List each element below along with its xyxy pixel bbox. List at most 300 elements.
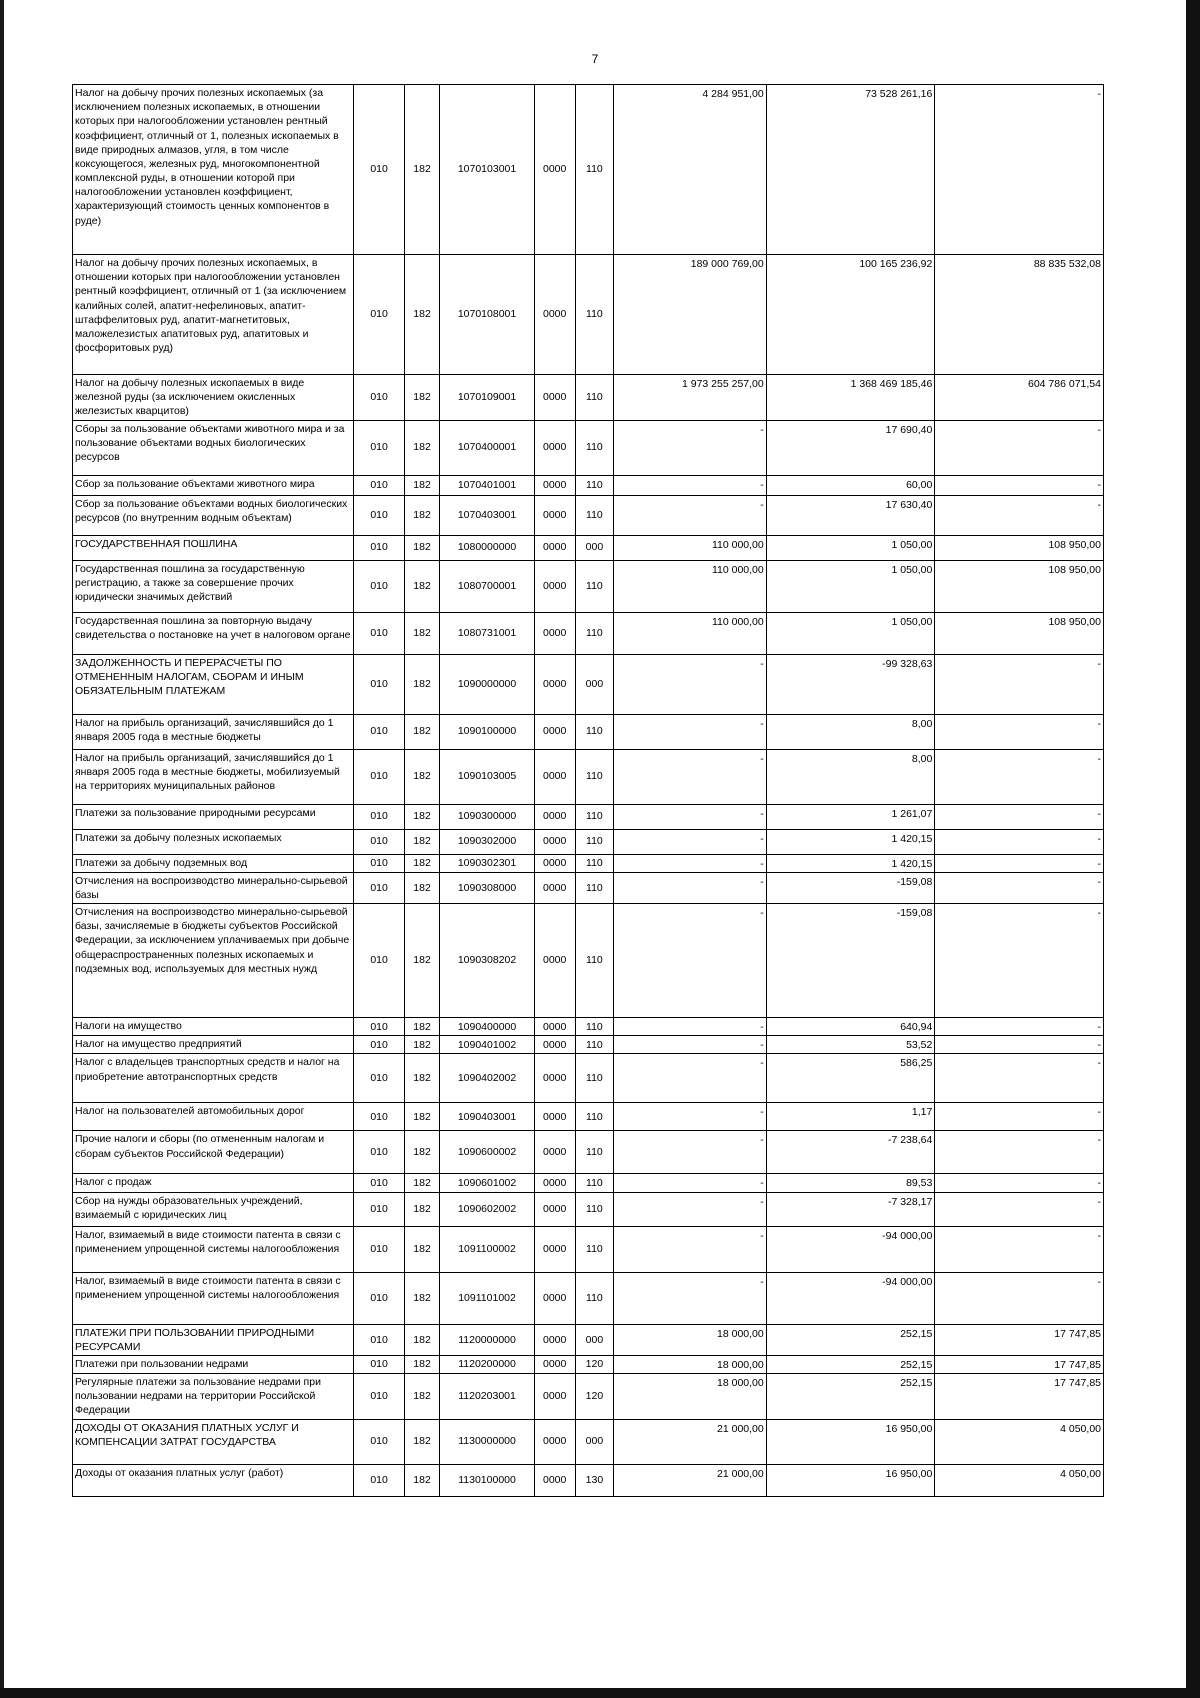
- row-value-col8-cell: 89,53: [766, 1174, 935, 1192]
- row-value-col9-cell: -: [935, 1272, 1104, 1324]
- row-value-col9-cell: -: [935, 1131, 1104, 1174]
- row-class-code-cell: 000: [575, 654, 614, 714]
- row-value-col9-cell: 604 786 071,54: [935, 375, 1104, 421]
- row-code-col2-cell: 010: [354, 255, 404, 375]
- row-value-col7-cell: -: [614, 1054, 767, 1103]
- row-value-col8-cell: 1 050,00: [766, 560, 935, 612]
- row-value-col7-cell: -: [614, 1018, 767, 1036]
- row-admin-code-cell: 182: [404, 654, 439, 714]
- row-value-col9-cell: 108 950,00: [935, 560, 1104, 612]
- row-value-col7-cell: -: [614, 1103, 767, 1131]
- row-value-col9-cell: -: [935, 1103, 1104, 1131]
- row-admin-code-cell: 182: [404, 1192, 439, 1226]
- row-name-cell: Налог, взимаемый в виде стоимости патента в связи с применением упрощенной системы налогообложения: [73, 1226, 354, 1272]
- table-row: [73, 535, 1104, 560]
- row-program-code-cell: 0000: [534, 1018, 575, 1036]
- row-admin-code-cell: 182: [404, 714, 439, 749]
- row-kbk-code-cell: 1070400001: [440, 420, 535, 475]
- row-kbk-code-cell: 1090302301: [440, 854, 535, 872]
- row-kbk-code-cell: 1120200000: [440, 1355, 535, 1373]
- row-admin-code-cell: 182: [404, 255, 439, 375]
- row-name-cell: Платежи за добычу подземных вод: [73, 854, 354, 872]
- row-admin-code-cell: 182: [404, 1131, 439, 1174]
- row-value-col8-cell: 252,15: [766, 1374, 935, 1420]
- row-class-code-cell: 110: [575, 1036, 614, 1054]
- row-value-col7-cell: -: [614, 714, 767, 749]
- row-value-col9-cell: -: [935, 85, 1104, 255]
- row-value-col9-cell: 17 747,85: [935, 1355, 1104, 1373]
- row-code-col2-cell: 010: [354, 1192, 404, 1226]
- row-name-cell: Налог на добычу прочих полезных ископаемых (за исключением полезных ископаемых, в отношении которых при налогообложении установлен рентный коэффициент, отличный от 1, полезных ископаемых в виде природных алмазов, угля, в том числе коксующегося, железных руд, многокомпонентной комплексной руды, в отношении которой при налогообложении установлен коэффициент, характеризующий стоимость ценных компонентов в руде): [73, 85, 354, 255]
- row-value-col7-cell: -: [614, 829, 767, 854]
- row-name-cell: Регулярные платежи за пользование недрами при пользовании недрами на территории Российской Федерации: [73, 1374, 354, 1420]
- row-value-col8-cell: 1 420,15: [766, 854, 935, 872]
- row-kbk-code-cell: 1070401001: [440, 475, 535, 495]
- row-value-col7-cell: -: [614, 1036, 767, 1054]
- row-program-code-cell: 0000: [534, 804, 575, 829]
- row-code-col2-cell: 010: [354, 85, 404, 255]
- row-class-code-cell: 110: [575, 872, 614, 903]
- row-value-col7-cell: -: [614, 1174, 767, 1192]
- row-admin-code-cell: 182: [404, 560, 439, 612]
- row-value-col9-cell: -: [935, 749, 1104, 804]
- row-program-code-cell: 0000: [534, 560, 575, 612]
- row-name-cell: Налог на имущество предприятий: [73, 1036, 354, 1054]
- row-name-cell: Сборы за пользование объектами животного мира и за пользование объектами водных биологических ресурсов: [73, 420, 354, 475]
- row-value-col7-cell: 18 000,00: [614, 1355, 767, 1373]
- row-code-col2-cell: 010: [354, 1131, 404, 1174]
- row-admin-code-cell: 182: [404, 612, 439, 654]
- row-value-col8-cell: 586,25: [766, 1054, 935, 1103]
- row-kbk-code-cell: 1080700001: [440, 560, 535, 612]
- row-code-col2-cell: 010: [354, 872, 404, 903]
- row-value-col8-cell: -94 000,00: [766, 1272, 935, 1324]
- row-kbk-code-cell: 1090402002: [440, 1054, 535, 1103]
- row-admin-code-cell: 182: [404, 375, 439, 421]
- row-program-code-cell: 0000: [534, 475, 575, 495]
- row-code-col2-cell: 010: [354, 854, 404, 872]
- row-admin-code-cell: 182: [404, 1054, 439, 1103]
- row-name-cell: Налог с владельцев транспортных средств и налог на приобретение автотранспортных средств: [73, 1054, 354, 1103]
- budget-revenue-table: [72, 84, 1104, 1497]
- row-kbk-code-cell: 1090602002: [440, 1192, 535, 1226]
- row-class-code-cell: 110: [575, 804, 614, 829]
- row-name-cell: Сбор за пользование объектами водных биологических ресурсов (по внутренним водным объектам): [73, 495, 354, 535]
- row-value-col9-cell: -: [935, 872, 1104, 903]
- table-row: [73, 1272, 1104, 1324]
- row-kbk-code-cell: 1090401002: [440, 1036, 535, 1054]
- row-class-code-cell: 110: [575, 1054, 614, 1103]
- table-row: [73, 872, 1104, 903]
- row-program-code-cell: 0000: [534, 612, 575, 654]
- row-name-cell: Налог на пользователей автомобильных дорог: [73, 1103, 354, 1131]
- table-row: [73, 420, 1104, 475]
- row-admin-code-cell: 182: [404, 1226, 439, 1272]
- row-program-code-cell: 0000: [534, 1374, 575, 1420]
- row-name-cell: Прочие налоги и сборы (по отмененным налогам и сборам субъектов Российской Федерации): [73, 1131, 354, 1174]
- row-value-col8-cell: 100 165 236,92: [766, 255, 935, 375]
- row-class-code-cell: 000: [575, 1419, 614, 1464]
- table-row: [73, 1036, 1104, 1054]
- row-admin-code-cell: 182: [404, 495, 439, 535]
- row-value-col8-cell: 1,17: [766, 1103, 935, 1131]
- row-class-code-cell: 120: [575, 1355, 614, 1373]
- row-class-code-cell: 110: [575, 904, 614, 1018]
- row-value-col8-cell: 17 630,40: [766, 495, 935, 535]
- table-row: [73, 1374, 1104, 1420]
- row-class-code-cell: 110: [575, 475, 614, 495]
- table-row: [73, 1464, 1104, 1496]
- row-code-col2-cell: 010: [354, 749, 404, 804]
- row-value-col8-cell: 16 950,00: [766, 1419, 935, 1464]
- row-admin-code-cell: 182: [404, 1355, 439, 1373]
- row-kbk-code-cell: 1090400000: [440, 1018, 535, 1036]
- row-value-col7-cell: -: [614, 1272, 767, 1324]
- row-program-code-cell: 0000: [534, 85, 575, 255]
- row-value-col7-cell: 4 284 951,00: [614, 85, 767, 255]
- row-code-col2-cell: 010: [354, 1374, 404, 1420]
- row-code-col2-cell: 010: [354, 1174, 404, 1192]
- row-program-code-cell: 0000: [534, 1355, 575, 1373]
- row-name-cell: Государственная пошлина за государственную регистрацию, а также за совершение прочих юридически значимых действий: [73, 560, 354, 612]
- row-value-col9-cell: -: [935, 829, 1104, 854]
- row-program-code-cell: 0000: [534, 495, 575, 535]
- row-code-col2-cell: 010: [354, 1464, 404, 1496]
- table-row: [73, 1103, 1104, 1131]
- table-row: [73, 804, 1104, 829]
- row-code-col2-cell: 010: [354, 654, 404, 714]
- row-admin-code-cell: 182: [404, 1272, 439, 1324]
- row-class-code-cell: 110: [575, 1103, 614, 1131]
- row-value-col8-cell: -7 238,64: [766, 1131, 935, 1174]
- row-class-code-cell: 110: [575, 420, 614, 475]
- row-program-code-cell: 0000: [534, 1324, 575, 1355]
- row-value-col7-cell: -: [614, 904, 767, 1018]
- row-value-col7-cell: -: [614, 1131, 767, 1174]
- row-admin-code-cell: 182: [404, 1018, 439, 1036]
- row-admin-code-cell: 182: [404, 535, 439, 560]
- row-kbk-code-cell: 1090000000: [440, 654, 535, 714]
- row-value-col8-cell: 252,15: [766, 1324, 935, 1355]
- row-admin-code-cell: 182: [404, 420, 439, 475]
- row-value-col9-cell: -: [935, 1054, 1104, 1103]
- row-value-col8-cell: 1 420,15: [766, 829, 935, 854]
- row-value-col9-cell: -: [935, 475, 1104, 495]
- row-kbk-code-cell: 1090308000: [440, 872, 535, 903]
- row-code-col2-cell: 010: [354, 829, 404, 854]
- row-name-cell: ГОСУДАРСТВЕННАЯ ПОШЛИНА: [73, 535, 354, 560]
- row-value-col8-cell: -94 000,00: [766, 1226, 935, 1272]
- row-code-col2-cell: 010: [354, 714, 404, 749]
- row-value-col7-cell: 110 000,00: [614, 535, 767, 560]
- scan-edge-left: [0, 0, 4, 1698]
- row-program-code-cell: 0000: [534, 255, 575, 375]
- row-admin-code-cell: 182: [404, 1036, 439, 1054]
- row-value-col9-cell: -: [935, 1192, 1104, 1226]
- row-program-code-cell: 0000: [534, 535, 575, 560]
- table-row: [73, 654, 1104, 714]
- table-row: [73, 714, 1104, 749]
- row-value-col9-cell: -: [935, 1036, 1104, 1054]
- table-row: [73, 85, 1104, 255]
- row-kbk-code-cell: 1120203001: [440, 1374, 535, 1420]
- row-value-col7-cell: -: [614, 872, 767, 903]
- table-row: [73, 375, 1104, 421]
- row-class-code-cell: 110: [575, 829, 614, 854]
- row-value-col7-cell: 18 000,00: [614, 1374, 767, 1420]
- row-class-code-cell: 000: [575, 535, 614, 560]
- row-program-code-cell: 0000: [534, 872, 575, 903]
- row-program-code-cell: 0000: [534, 1103, 575, 1131]
- row-value-col8-cell: 60,00: [766, 475, 935, 495]
- row-kbk-code-cell: 1090403001: [440, 1103, 535, 1131]
- row-name-cell: Сбор за пользование объектами животного мира: [73, 475, 354, 495]
- row-code-col2-cell: 010: [354, 1272, 404, 1324]
- row-code-col2-cell: 010: [354, 495, 404, 535]
- row-value-col9-cell: -: [935, 904, 1104, 1018]
- row-kbk-code-cell: 1070109001: [440, 375, 535, 421]
- row-name-cell: Платежи за пользование природными ресурсами: [73, 804, 354, 829]
- row-code-col2-cell: 010: [354, 1226, 404, 1272]
- row-code-col2-cell: 010: [354, 535, 404, 560]
- row-code-col2-cell: 010: [354, 1054, 404, 1103]
- row-kbk-code-cell: 1091101002: [440, 1272, 535, 1324]
- row-class-code-cell: 120: [575, 1374, 614, 1420]
- row-program-code-cell: 0000: [534, 1036, 575, 1054]
- row-value-col9-cell: -: [935, 804, 1104, 829]
- row-code-col2-cell: 010: [354, 1103, 404, 1131]
- row-kbk-code-cell: 1090100000: [440, 714, 535, 749]
- row-value-col8-cell: -99 328,63: [766, 654, 935, 714]
- row-value-col7-cell: 110 000,00: [614, 612, 767, 654]
- row-value-col8-cell: 8,00: [766, 714, 935, 749]
- table-row: [73, 560, 1104, 612]
- table-row: [73, 1226, 1104, 1272]
- row-kbk-code-cell: 1070103001: [440, 85, 535, 255]
- row-kbk-code-cell: 1130000000: [440, 1419, 535, 1464]
- row-program-code-cell: 0000: [534, 1174, 575, 1192]
- row-class-code-cell: 000: [575, 1324, 614, 1355]
- row-program-code-cell: 0000: [534, 1226, 575, 1272]
- row-value-col9-cell: -: [935, 1226, 1104, 1272]
- row-value-col7-cell: 110 000,00: [614, 560, 767, 612]
- row-value-col8-cell: 53,52: [766, 1036, 935, 1054]
- row-program-code-cell: 0000: [534, 420, 575, 475]
- row-value-col9-cell: 17 747,85: [935, 1324, 1104, 1355]
- row-value-col8-cell: -159,08: [766, 872, 935, 903]
- row-program-code-cell: 0000: [534, 1054, 575, 1103]
- row-admin-code-cell: 182: [404, 1103, 439, 1131]
- row-kbk-code-cell: 1070108001: [440, 255, 535, 375]
- row-value-col7-cell: -: [614, 854, 767, 872]
- row-value-col8-cell: 1 050,00: [766, 535, 935, 560]
- row-name-cell: Доходы от оказания платных услуг (работ): [73, 1464, 354, 1496]
- row-class-code-cell: 110: [575, 854, 614, 872]
- table-row: [73, 1054, 1104, 1103]
- row-value-col7-cell: -: [614, 495, 767, 535]
- row-kbk-code-cell: 1130100000: [440, 1464, 535, 1496]
- row-value-col9-cell: 108 950,00: [935, 535, 1104, 560]
- row-name-cell: Платежи при пользовании недрами: [73, 1355, 354, 1373]
- row-value-col7-cell: 21 000,00: [614, 1419, 767, 1464]
- row-class-code-cell: 110: [575, 1192, 614, 1226]
- table-row: [73, 495, 1104, 535]
- row-value-col7-cell: -: [614, 1226, 767, 1272]
- table-row: [73, 475, 1104, 495]
- table-row: [73, 255, 1104, 375]
- row-name-cell: ДОХОДЫ ОТ ОКАЗАНИЯ ПЛАТНЫХ УСЛУГ И КОМПЕНСАЦИИ ЗАТРАТ ГОСУДАРСТВА: [73, 1419, 354, 1464]
- row-value-col9-cell: -: [935, 714, 1104, 749]
- row-program-code-cell: 0000: [534, 829, 575, 854]
- row-value-col7-cell: 18 000,00: [614, 1324, 767, 1355]
- row-program-code-cell: 0000: [534, 1419, 575, 1464]
- row-class-code-cell: 110: [575, 560, 614, 612]
- row-name-cell: Отчисления на воспроизводство минерально-сырьевой базы, зачисляемые в бюджеты субъектов Российской Федерации, за исключением уплачиваемых при добыче общераспространенных полезных ископаемых и подземных вод, используемых для местных нужд: [73, 904, 354, 1018]
- row-kbk-code-cell: 1090600002: [440, 1131, 535, 1174]
- row-name-cell: Налог на добычу прочих полезных ископаемых, в отношении которых при налогообложении установлен рентный коэффициент, отличный от 1 (за исключением калийных солей, апатит-нефелиновых, апатит-штаффелитовых руд, апатит-магнетитовых, маложелезистых апатитовых руд, апатитовых и фосфоритовых руд): [73, 255, 354, 375]
- row-kbk-code-cell: 1090302000: [440, 829, 535, 854]
- row-admin-code-cell: 182: [404, 1419, 439, 1464]
- row-kbk-code-cell: 1090601002: [440, 1174, 535, 1192]
- row-class-code-cell: 110: [575, 714, 614, 749]
- table-row: [73, 1018, 1104, 1036]
- row-name-cell: ПЛАТЕЖИ ПРИ ПОЛЬЗОВАНИИ ПРИРОДНЫМИ РЕСУРСАМИ: [73, 1324, 354, 1355]
- table-row: [73, 1131, 1104, 1174]
- row-kbk-code-cell: 1120000000: [440, 1324, 535, 1355]
- row-value-col7-cell: 189 000 769,00: [614, 255, 767, 375]
- table-row: [73, 1324, 1104, 1355]
- row-kbk-code-cell: 1090300000: [440, 804, 535, 829]
- row-code-col2-cell: 010: [354, 904, 404, 1018]
- row-program-code-cell: 0000: [534, 1131, 575, 1174]
- row-code-col2-cell: 010: [354, 560, 404, 612]
- row-value-col9-cell: -: [935, 654, 1104, 714]
- row-value-col7-cell: -: [614, 475, 767, 495]
- row-admin-code-cell: 182: [404, 749, 439, 804]
- row-class-code-cell: 110: [575, 1018, 614, 1036]
- row-code-col2-cell: 010: [354, 475, 404, 495]
- row-program-code-cell: 0000: [534, 375, 575, 421]
- row-program-code-cell: 0000: [534, 1192, 575, 1226]
- row-value-col7-cell: -: [614, 749, 767, 804]
- row-admin-code-cell: 182: [404, 1174, 439, 1192]
- scan-edge-right: [1186, 0, 1200, 1698]
- row-value-col9-cell: -: [935, 1174, 1104, 1192]
- table-row: [73, 1419, 1104, 1464]
- row-program-code-cell: 0000: [534, 1272, 575, 1324]
- row-program-code-cell: 0000: [534, 654, 575, 714]
- row-value-col7-cell: -: [614, 654, 767, 714]
- table-row: [73, 829, 1104, 854]
- row-admin-code-cell: 182: [404, 1324, 439, 1355]
- row-value-col9-cell: 17 747,85: [935, 1374, 1104, 1420]
- row-name-cell: Платежи за добычу полезных ископаемых: [73, 829, 354, 854]
- row-value-col8-cell: 8,00: [766, 749, 935, 804]
- row-value-col9-cell: -: [935, 1018, 1104, 1036]
- row-value-col9-cell: 88 835 532,08: [935, 255, 1104, 375]
- row-program-code-cell: 0000: [534, 749, 575, 804]
- row-kbk-code-cell: 1090103005: [440, 749, 535, 804]
- row-class-code-cell: 110: [575, 1272, 614, 1324]
- row-value-col8-cell: 1 050,00: [766, 612, 935, 654]
- table-row: [73, 1192, 1104, 1226]
- row-class-code-cell: 110: [575, 612, 614, 654]
- row-kbk-code-cell: 1080731001: [440, 612, 535, 654]
- table-row: [73, 1355, 1104, 1373]
- row-name-cell: Налог на прибыль организаций, зачислявшийся до 1 января 2005 года в местные бюджеты: [73, 714, 354, 749]
- row-program-code-cell: 0000: [534, 854, 575, 872]
- row-name-cell: Налог на добычу полезных ископаемых в виде железной руды (за исключением окисленных железистых кварцитов): [73, 375, 354, 421]
- row-value-col8-cell: 73 528 261,16: [766, 85, 935, 255]
- row-value-col9-cell: -: [935, 854, 1104, 872]
- page-number: 7: [591, 52, 599, 66]
- table-row: [73, 1174, 1104, 1192]
- row-code-col2-cell: 010: [354, 1018, 404, 1036]
- row-value-col8-cell: 640,94: [766, 1018, 935, 1036]
- row-program-code-cell: 0000: [534, 904, 575, 1018]
- row-name-cell: Отчисления на воспроизводство минерально-сырьевой базы: [73, 872, 354, 903]
- row-admin-code-cell: 182: [404, 872, 439, 903]
- row-value-col8-cell: -7 328,17: [766, 1192, 935, 1226]
- row-value-col9-cell: -: [935, 420, 1104, 475]
- row-name-cell: Сбор на нужды образовательных учреждений, взимаемый с юридических лиц: [73, 1192, 354, 1226]
- row-value-col9-cell: 108 950,00: [935, 612, 1104, 654]
- row-name-cell: Налог с продаж: [73, 1174, 354, 1192]
- row-value-col8-cell: -159,08: [766, 904, 935, 1018]
- row-kbk-code-cell: 1090308202: [440, 904, 535, 1018]
- row-code-col2-cell: 010: [354, 612, 404, 654]
- row-value-col7-cell: 21 000,00: [614, 1464, 767, 1496]
- row-admin-code-cell: 182: [404, 854, 439, 872]
- row-class-code-cell: 110: [575, 1131, 614, 1174]
- row-class-code-cell: 110: [575, 749, 614, 804]
- table-row: [73, 854, 1104, 872]
- row-code-col2-cell: 010: [354, 375, 404, 421]
- row-class-code-cell: 110: [575, 85, 614, 255]
- row-value-col8-cell: 17 690,40: [766, 420, 935, 475]
- row-kbk-code-cell: 1091100002: [440, 1226, 535, 1272]
- row-value-col8-cell: 1 368 469 185,46: [766, 375, 935, 421]
- row-value-col9-cell: -: [935, 495, 1104, 535]
- row-admin-code-cell: 182: [404, 475, 439, 495]
- row-class-code-cell: 110: [575, 1174, 614, 1192]
- table-row: [73, 904, 1104, 1018]
- row-value-col7-cell: -: [614, 1192, 767, 1226]
- row-class-code-cell: 110: [575, 495, 614, 535]
- row-code-col2-cell: 010: [354, 1419, 404, 1464]
- row-value-col8-cell: 252,15: [766, 1355, 935, 1373]
- row-code-col2-cell: 010: [354, 1324, 404, 1355]
- row-code-col2-cell: 010: [354, 1036, 404, 1054]
- table-row: [73, 612, 1104, 654]
- row-kbk-code-cell: 1080000000: [440, 535, 535, 560]
- table-body: [73, 85, 1104, 1497]
- row-admin-code-cell: 182: [404, 904, 439, 1018]
- row-admin-code-cell: 182: [404, 1464, 439, 1496]
- row-name-cell: Налог на прибыль организаций, зачислявшийся до 1 января 2005 года в местные бюджеты, мобилизуемый на территориях муниципальных районов: [73, 749, 354, 804]
- row-admin-code-cell: 182: [404, 1374, 439, 1420]
- row-name-cell: Государственная пошлина за повторную выдачу свидетельства о постановке на учет в налоговом органе: [73, 612, 354, 654]
- row-code-col2-cell: 010: [354, 804, 404, 829]
- row-class-code-cell: 110: [575, 1226, 614, 1272]
- row-value-col8-cell: 16 950,00: [766, 1464, 935, 1496]
- row-admin-code-cell: 182: [404, 85, 439, 255]
- row-value-col9-cell: 4 050,00: [935, 1419, 1104, 1464]
- row-admin-code-cell: 182: [404, 829, 439, 854]
- row-value-col8-cell: 1 261,07: [766, 804, 935, 829]
- row-value-col9-cell: 4 050,00: [935, 1464, 1104, 1496]
- row-admin-code-cell: 182: [404, 804, 439, 829]
